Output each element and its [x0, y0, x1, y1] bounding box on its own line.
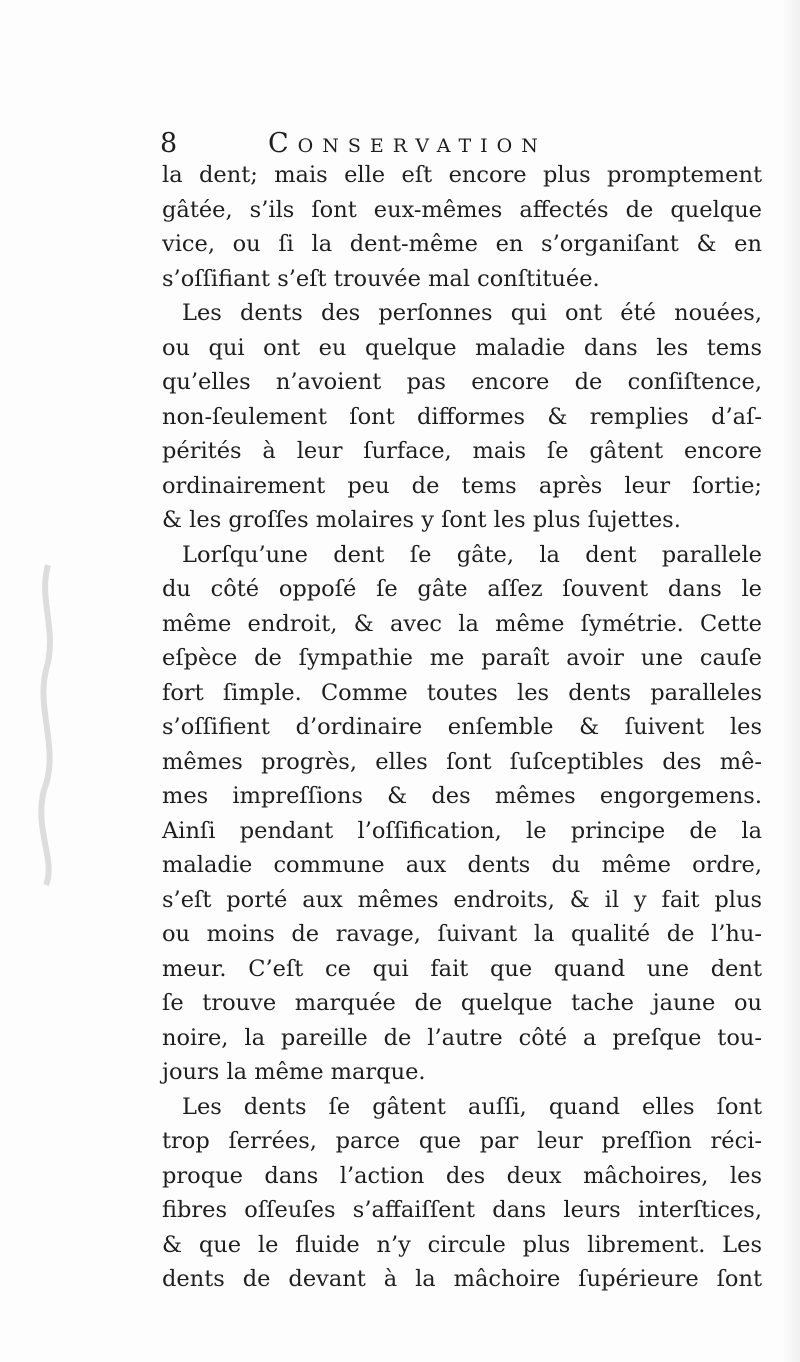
text-line: noire, la pareille de l’autre côté a preſque tou-	[162, 1024, 762, 1051]
text-line: pérités à leur ſurface, mais ſe gâtent encore	[162, 438, 762, 464]
text-line: qu’elles n’avoient pas encore de conſiſtence,	[162, 369, 762, 395]
text-line: Les dents des perſonnes qui ont été nouées,	[182, 300, 762, 326]
text-line: du côté oppoſé ſe gâte aſſez ſouvent dans le	[162, 576, 762, 602]
text-line: & les groſſes molaires y ſont les plus ſujettes.	[162, 507, 681, 533]
text-line: ou qui ont eu quelque maladie dans les tems	[162, 334, 762, 361]
text-line: Lorſqu’une dent ſe gâte, la dent parallele	[182, 541, 762, 568]
text-line: mêmes progrès, elles ſont ſuſceptibles des mê-	[162, 748, 762, 775]
text-line: ou moins de ravage, ſuivant la qualité de l’hu-	[162, 921, 762, 947]
running-title: Conservation	[268, 128, 547, 159]
page-edge-shadow	[782, 0, 800, 1362]
text-line: Les dents ſe gâtent auſſi, quand elles ſont	[182, 1093, 762, 1120]
text-line: non-ſeulement ſont difformes & remplies d’aſ-	[162, 403, 762, 430]
text-line: s’oſſifiant s’eſt trouvée mal conſtituée.	[162, 265, 600, 292]
text-line: gâtée, s’ils ſont eux-mêmes affectés de quelque	[162, 196, 762, 223]
text-line: même endroit, & avec la même ſymétrie. Cette	[162, 610, 762, 637]
text-line: eſpèce de ſympathie me paraît avoir une cauſe	[162, 645, 762, 671]
text-line: mes impreſſions & des mêmes engorgemens.	[162, 783, 762, 809]
text-line: dents de devant à la mâchoire ſupérieure ſont	[162, 1266, 762, 1292]
text-line: Ainſi pendant l’oſſification, le principe de la	[162, 817, 762, 844]
text-line: la dent; mais elle eſt encore plus promptement	[162, 162, 762, 188]
body-text	[162, 158, 762, 1297]
page-number: 8	[160, 128, 178, 159]
text-line: s’eſt porté aux mêmes endroits, & il y fait plus	[162, 886, 762, 913]
text-line: s’oſſifient d’ordinaire enſemble & ſuivent les	[162, 714, 762, 740]
text-line: trop ſerrées, parce que par leur preſſion réci-	[162, 1128, 762, 1154]
text-line: maladie commune aux dents du même ordre,	[162, 852, 762, 878]
text-line: ſe trouve marquée de quelque tache jaune ou	[162, 990, 762, 1016]
text-line: meur. C’eſt ce qui fait que quand une dent	[162, 955, 762, 982]
text-line: vice, ou ſi la dent-même en s’organiſant & en	[162, 231, 762, 257]
text-line: fibres oſſeuſes s’affaiſſent dans leurs interſtices,	[162, 1197, 762, 1223]
text-line: ordinairement peu de tems après leur ſortie;	[162, 472, 762, 499]
text-line: jours la même marque.	[162, 1059, 426, 1085]
text-line: & que le fluide n’y circule plus librement. Les	[162, 1231, 762, 1258]
bleed-through-marks	[28, 560, 68, 890]
text-line: proque dans l’action des deux mâchoires, les	[162, 1162, 762, 1189]
text-line: fort ſimple. Comme toutes les dents paralleles	[162, 679, 762, 706]
